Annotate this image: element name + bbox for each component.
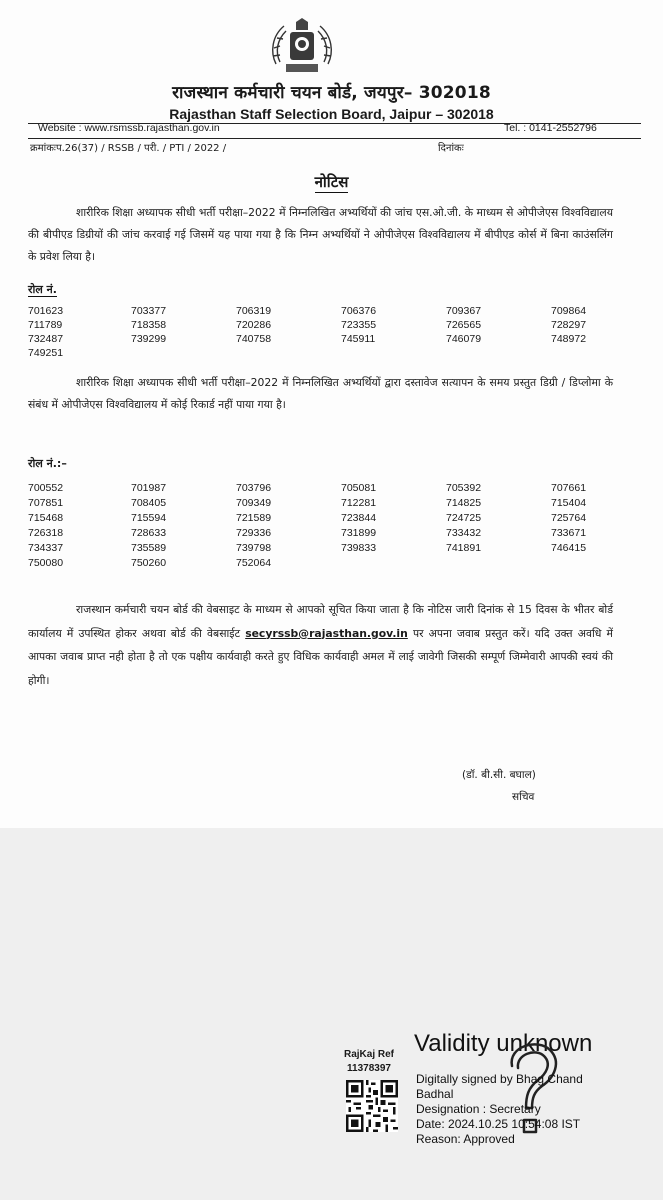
rajkaj-reference: RajKaj Ref 11378397 [343, 1049, 394, 1074]
qr-code-icon[interactable] [346, 1080, 398, 1132]
signature-date: Date: 2024.10.25 10:54:08 IST [416, 1117, 581, 1131]
roll-number: 724725 [446, 512, 482, 524]
roll-number: 711789 [28, 319, 63, 331]
roll-number: 706319 [236, 305, 272, 317]
roll-number: 749251 [28, 347, 64, 359]
date-label: दिनांकः [438, 143, 464, 154]
roll-number: 733671 [551, 527, 587, 539]
paragraph-response-instructions: राजस्थान कर्मचारी चयन बोर्ड की वेबसाइट के माध्यम से आपको सूचित किया जाता है कि नोटिस जारी दिनांक से 15 दिवस के भीतर बोर्ड कार्यालय में उपस्थित होकर अथवा बोर्ड की वेबसाईट secyrssb@rajasthan.gov.in पर अपना जवाब प्रस्तुत करें। यदि उक्त अवधि में आपका जवाब प्राप्त नही होता है तो एक पक्षीय कार्यवाही करते हुए विधिक कार्यवाही अमल में लाई जावेगी जिसकी सम्पूर्ण जिम्मेवारी आपकी स्वयं की होगी। [28, 603, 613, 687]
roll-number: 703377 [131, 305, 167, 317]
roll-number: 701987 [131, 482, 167, 494]
signatory-name: (डॉ. बी.सी. बघाल) [462, 769, 536, 781]
roll-number: 715404 [551, 497, 587, 509]
roll-number: 741891 [446, 542, 482, 554]
roll-number: 709349 [236, 497, 272, 509]
roll-label-2: रोल नं.:– [28, 457, 67, 470]
signed-by-continued: Badhal [416, 1087, 454, 1101]
roll-number: 721589 [236, 512, 272, 524]
roll-number: 728297 [551, 319, 587, 331]
roll-list-no-counselling [28, 305, 628, 359]
roll-label-1: रोल नं. [28, 283, 57, 296]
roll-number: 723355 [341, 319, 377, 331]
roll-number: 718358 [131, 319, 167, 331]
roll-number: 703796 [236, 482, 272, 494]
board-name-hindi: राजस्थान कर्मचारी चयन बोर्ड, जयपुर– 302018 [172, 83, 491, 103]
roll-number: 715594 [131, 512, 167, 524]
roll-number: 723844 [341, 512, 377, 524]
digital-signature-details [416, 1072, 583, 1147]
roll-number: 714825 [446, 497, 482, 509]
roll-number: 750260 [131, 557, 167, 569]
roll-number: 745911 [341, 333, 376, 345]
paragraph-no-record: शारीरिक शिक्षा अध्यापक सीधी भर्ती परीक्षा–2022 में निम्नलिखित अभ्यर्थियों द्वारा दस्तावेज सत्यापन के समय प्रस्तुत डिग्री / डिप्लोमा के संबंध में ओपीजेएस विश्वविद्यालय में कोई रिकार्ड नहीं पाया गया है। [28, 376, 613, 411]
roll-number: 726565 [446, 319, 482, 331]
roll-number: 728633 [131, 527, 167, 539]
signed-by: Digitally signed by Bhag Chand [416, 1072, 583, 1086]
roll-number: 709367 [446, 305, 482, 317]
government-emblem-icon [266, 18, 338, 76]
signatory-designation: सचिव [512, 791, 535, 803]
roll-number: 739833 [341, 542, 377, 554]
roll-number: 739798 [236, 542, 272, 554]
roll-number: 752064 [236, 557, 272, 569]
roll-number: 705081 [341, 482, 377, 494]
roll-number: 709864 [551, 305, 587, 317]
signer-designation: Designation : Secretary [416, 1102, 541, 1116]
roll-number: 707661 [551, 482, 587, 494]
contact-divider [28, 138, 641, 139]
roll-number: 712281 [341, 497, 377, 509]
roll-number: 748972 [551, 333, 587, 345]
roll-number: 750080 [28, 557, 64, 569]
roll-number: 715468 [28, 512, 64, 524]
notice-title: नोटिस [314, 173, 349, 191]
roll-number: 707851 [28, 497, 64, 509]
roll-number: 733432 [446, 527, 482, 539]
roll-number: 706376 [341, 305, 377, 317]
roll-number: 701623 [28, 305, 64, 317]
roll-number: 708405 [131, 497, 167, 509]
roll-number: 720286 [236, 319, 272, 331]
roll-number: 700552 [28, 482, 64, 494]
roll-number: 735589 [131, 542, 167, 554]
paragraph-sog-inquiry: शारीरिक शिक्षा अध्यापक सीधी भर्ती परीक्षा–2022 में निम्नलिखित अभ्यर्थियों की जांच एस.ओ.जी. के माध्यम से ओपीजेएस विश्वविद्यालय की बीपीएड डिग्रीयों की जांच करवाई गई जिसमें यह पाया गया है कि निम्न अभ्यर्थियों ने ओपीजेएस विश्वविद्यालय में बीपीएड कोर्स में बिना काउंसलिंग के प्रवेश लिया है। [28, 206, 613, 263]
email-link[interactable]: secyrssb@rajasthan.gov.in [245, 626, 408, 640]
roll-list-no-record [28, 482, 628, 569]
roll-number: 726318 [28, 527, 64, 539]
roll-number: 731899 [341, 527, 377, 539]
roll-number: 740758 [236, 333, 272, 345]
roll-number: 746079 [446, 333, 482, 345]
website: Website : www.rsmssb.rajasthan.gov.in [38, 122, 220, 134]
telephone: Tel. : 0141-2552796 [504, 122, 597, 134]
roll-number: 725764 [551, 512, 587, 524]
roll-number: 732487 [28, 333, 64, 345]
roll-number: 746415 [551, 542, 587, 554]
roll-number: 734337 [28, 542, 64, 554]
roll-number: 729336 [236, 527, 272, 539]
signature-validity-status: Validity unknown [414, 1030, 593, 1057]
signature-reason: Reason: Approved [416, 1132, 515, 1146]
roll-number: 739299 [131, 333, 167, 345]
reference-number: क्रमांकःप.26(37) / RSSB / परी. / PTI / 2022 / [30, 143, 227, 154]
board-name-english: Rajasthan Staff Selection Board, Jaipur – 302018 [169, 106, 494, 122]
roll-number: 705392 [446, 482, 482, 494]
